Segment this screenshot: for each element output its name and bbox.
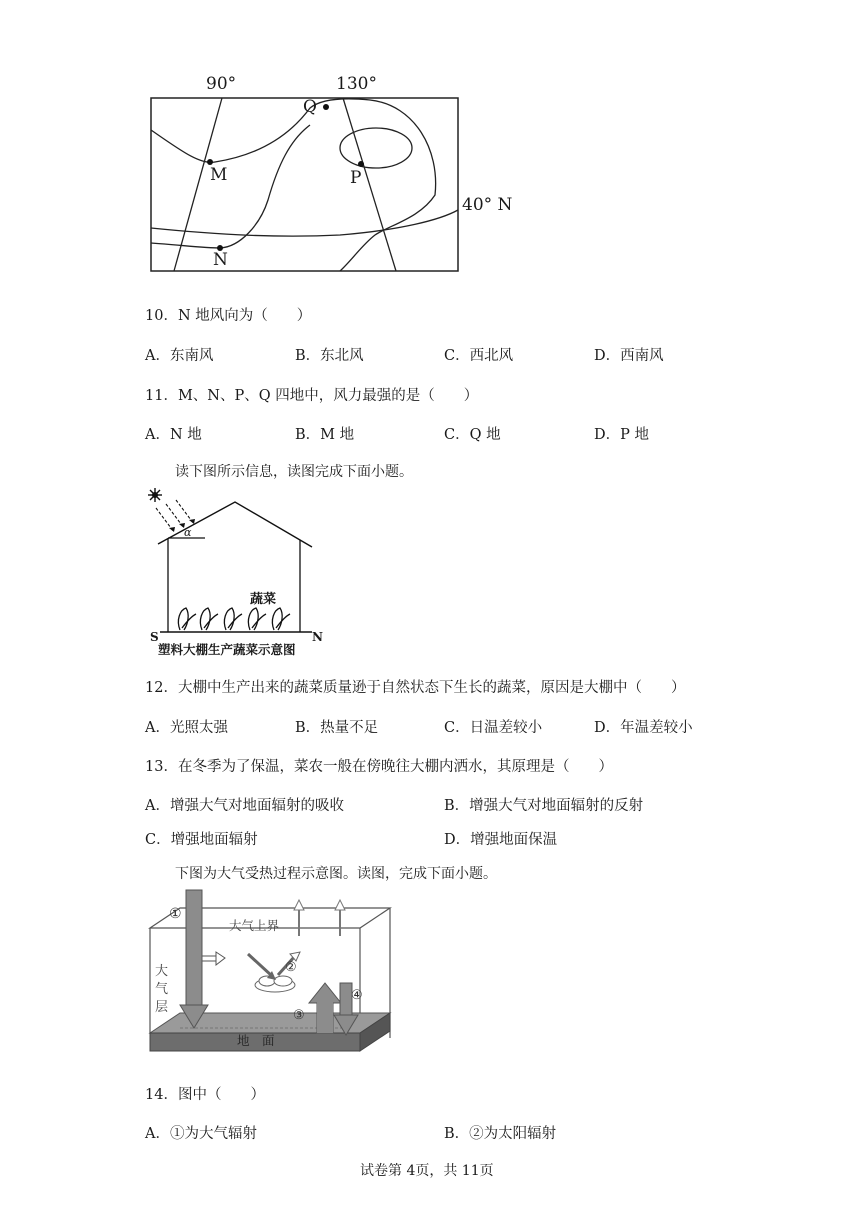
q14-option-b[interactable]: B．②为太阳辐射 — [444, 1126, 557, 1142]
point-label-q: Q — [303, 97, 317, 117]
angle-alpha-label: α — [184, 526, 192, 539]
vegetables-icon — [178, 608, 290, 630]
q11-option-d[interactable]: D．P 地 — [594, 427, 649, 443]
q10-stem: 10．N 地风向为（ ） — [145, 308, 312, 324]
atmosphere-top-label: 大气上界 — [229, 918, 280, 933]
vegetable-label: 蔬菜 — [250, 592, 277, 607]
point-q — [323, 104, 329, 110]
marker-4: ④ — [351, 988, 363, 1003]
intro-atmosphere: 下图为大气受热过程示意图。读图，完成下面小题。 — [175, 866, 497, 882]
q11-option-b[interactable]: B．M 地 — [295, 427, 355, 443]
q10-option-a[interactable]: A．东南风 — [145, 348, 214, 364]
q13-option-b[interactable]: B．增强大气对地面辐射的反射 — [444, 798, 644, 814]
q12-option-a[interactable]: A．光照太强 — [145, 720, 228, 736]
north-label: N — [312, 630, 323, 644]
atmosphere-layer-char-3: 层 — [155, 1000, 169, 1015]
intro-greenhouse: 读下图所示信息，读图完成下面小题。 — [175, 464, 413, 480]
marker-1: ① — [169, 906, 182, 922]
atmosphere-layer-char-2: 气 — [155, 982, 169, 997]
point-label-p: P — [350, 168, 362, 188]
q14-option-a[interactable]: A．①为大气辐射 — [145, 1126, 257, 1142]
q11-option-a[interactable]: A．N 地 — [145, 427, 202, 443]
q12-option-d[interactable]: D．年温差较小 — [594, 720, 693, 736]
q12-option-b[interactable]: B．热量不足 — [295, 720, 379, 736]
q11-option-c[interactable]: C．Q 地 — [444, 427, 501, 443]
q14-stem: 14．图中（ ） — [145, 1087, 265, 1103]
page-footer: 试卷第 4页，共 11页 — [360, 1163, 494, 1179]
q12-option-c[interactable]: C．日温差较小 — [444, 720, 543, 736]
atmosphere-layer-char-1: 大 — [155, 964, 169, 979]
isobar-map — [140, 70, 530, 280]
lon-label-90: 90° — [206, 74, 237, 94]
point-p — [358, 161, 364, 167]
lon-label-130: 130° — [336, 74, 377, 94]
marker-3: ③ — [293, 1008, 305, 1023]
atmosphere-heating-diagram — [145, 888, 395, 1063]
q11-stem: 11．M、N、P、Q 四地中，风力最强的是（ ） — [145, 388, 479, 404]
south-label: S — [150, 630, 159, 644]
lat-label-40n: 40° N — [462, 195, 513, 215]
q13-option-d[interactable]: D．增强地面保温 — [444, 832, 558, 848]
greenhouse-diagram — [140, 482, 340, 657]
q10-option-b[interactable]: B．东北风 — [295, 348, 364, 364]
greenhouse-caption: 塑料大棚生产蔬菜示意图 — [158, 642, 296, 657]
q10-option-d[interactable]: D．西南风 — [594, 348, 664, 364]
q13-option-a[interactable]: A．增强大气对地面辐射的吸收 — [145, 798, 344, 814]
point-label-n: N — [213, 250, 228, 270]
q10-option-c[interactable]: C．西北风 — [444, 348, 514, 364]
ground-label: 地 面 — [237, 1033, 275, 1048]
q12-stem: 12．大棚中生产出来的蔬菜质量逊于自然状态下生长的蔬菜，原因是大棚中（ ） — [145, 680, 686, 696]
q13-option-c[interactable]: C．增强地面辐射 — [145, 832, 258, 848]
point-label-m: M — [210, 165, 228, 185]
q13-stem: 13．在冬季为了保温，菜农一般在傍晚往大棚内洒水，其原理是（ ） — [145, 759, 613, 775]
marker-2: ② — [285, 960, 297, 975]
